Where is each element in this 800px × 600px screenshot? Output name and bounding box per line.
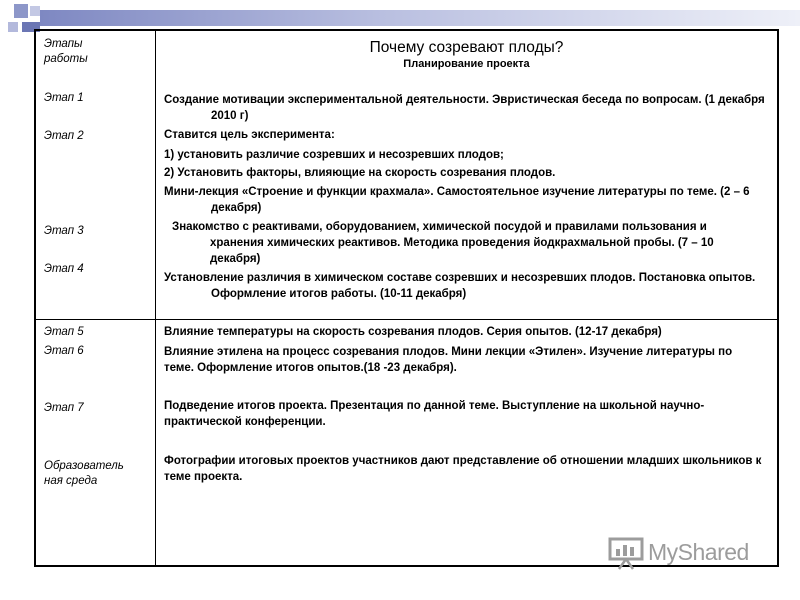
stage-label-4: Этап 4 <box>44 263 84 275</box>
plan-item-3: 1) установить различие созревших и несозревших плодов; <box>164 149 504 161</box>
header-gradient-bar <box>40 10 800 26</box>
plan-item-10: Подведение итогов проекта. Презентация по данной теме. Выступление на школьной научно-практической конференции. <box>164 400 705 428</box>
plan-item-11: Фотографии итоговых проектов участников дают представление об отношении младших школьников к теме проекта. <box>164 455 762 483</box>
watermark-text: MyShared <box>648 539 749 565</box>
stage-label-7: Этап 7 <box>44 402 84 414</box>
decor-square <box>8 22 18 32</box>
project-plan-table <box>34 29 779 567</box>
page-subtitle: Планирование проекта <box>403 58 530 70</box>
plan-item-8: Влияние температуры на скорость созревания плодов. Серия опытов. (12-17 декабря) <box>164 326 662 338</box>
stage-label-6: Этап 6 <box>44 345 84 357</box>
plan-item-2: Ставится цель эксперимента: <box>164 129 335 141</box>
presentation-board-icon <box>607 536 645 570</box>
row-divider <box>36 319 777 320</box>
stage-label-5: Этап 5 <box>44 326 84 338</box>
page-title: Почему созревают плоды? <box>369 39 564 56</box>
environment-line1: Образователь <box>44 460 124 472</box>
stages-header-line2: работы <box>44 53 88 65</box>
plan-item-9: Влияние этилена на процесс созревания плодов. Мини лекции «Этилен». Изучение литературы по теме. Оформление итогов опытов.(18 -23 декабря). <box>164 346 733 374</box>
decor-square <box>30 6 40 16</box>
stage-label-environment <box>44 459 124 489</box>
stage-label-3: Этап 3 <box>44 225 84 237</box>
plan-item-4: 2) Установить факторы, влияющие на скорость созревания плодов. <box>164 167 556 179</box>
stage-label-1: Этап 1 <box>44 92 84 104</box>
decor-square <box>14 4 28 18</box>
watermark <box>607 536 767 572</box>
stages-column-header <box>44 37 88 67</box>
environment-line2: ная среда <box>44 475 98 487</box>
plan-item-1: Создание мотивации экспериментальной деятельности. Эвристическая беседа по вопросам. (1 декабря 2010 г) <box>164 94 765 122</box>
plan-item-5: Мини-лекция «Строение и функции крахмала». Самостоятельное изучение литературы по теме. (2 – 6 декабря) <box>164 186 750 214</box>
stage-label-2: Этап 2 <box>44 130 84 142</box>
plan-item-6: Знакомство с реактивами, оборудованием, химической посудой и правилами пользования и хранения химических реактивов. Методика проведения йодкрахмальной пробы. (7 – 10 декабря) <box>172 221 714 265</box>
plan-item-7: Установление различия в химическом составе созревших и несозревших плодов. Постановка опытов. Оформление итогов работы. (10-11 декабря) <box>164 272 756 300</box>
column-divider <box>155 31 156 565</box>
stages-header-line1: Этапы <box>44 38 83 50</box>
